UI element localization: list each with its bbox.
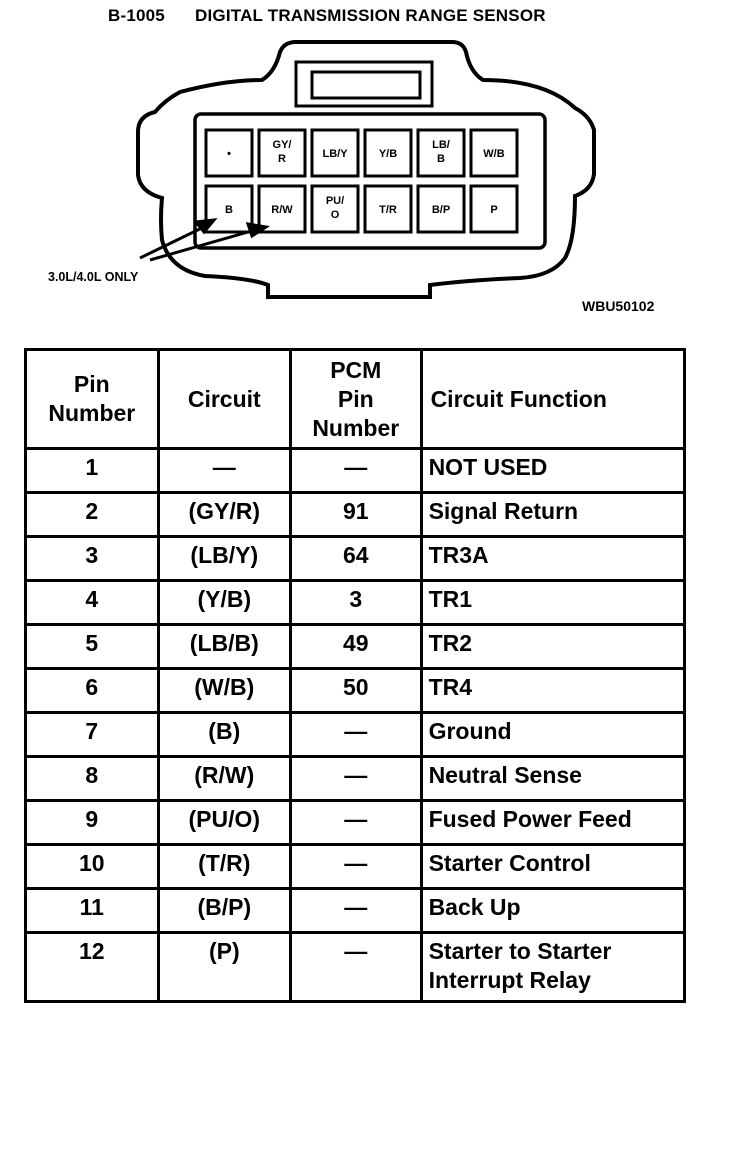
cell-pin: 4 bbox=[26, 581, 159, 625]
cell-function: Starter to Starter Interrupt Relay bbox=[421, 933, 684, 1002]
cell-function: Fused Power Feed bbox=[421, 801, 684, 845]
cell-circuit: (B) bbox=[158, 713, 290, 757]
cell-function: TR3A bbox=[421, 537, 684, 581]
cell-pcm: — bbox=[290, 933, 421, 1002]
cell-circuit: (LB/B) bbox=[158, 625, 290, 669]
connector-pin-label: R/W bbox=[271, 204, 293, 216]
cell-circuit: (R/W) bbox=[158, 757, 290, 801]
cell-pcm: — bbox=[290, 801, 421, 845]
table-row bbox=[26, 493, 685, 537]
cell-pin: 6 bbox=[26, 669, 159, 713]
cell-pcm: 50 bbox=[290, 669, 421, 713]
cell-function: Ground bbox=[421, 713, 684, 757]
table-row bbox=[26, 713, 685, 757]
connector-pin-label: W/B bbox=[483, 148, 505, 160]
table-row bbox=[26, 581, 685, 625]
cell-function: TR2 bbox=[421, 625, 684, 669]
diagram-name: DIGITAL TRANSMISSION RANGE SENSOR bbox=[195, 6, 546, 25]
figure-id: WBU50102 bbox=[582, 298, 655, 314]
cell-pcm: — bbox=[290, 845, 421, 889]
diagram-code: B-1005 bbox=[108, 6, 165, 25]
cell-circuit: — bbox=[158, 449, 290, 493]
cell-pcm: — bbox=[290, 889, 421, 933]
connector-pin-label: PU/ O bbox=[325, 195, 345, 221]
cell-pin: 9 bbox=[26, 801, 159, 845]
connector-pin-label: B bbox=[225, 204, 233, 216]
header-pcm-line1: PCM bbox=[330, 356, 382, 383]
cell-pcm: 64 bbox=[290, 537, 421, 581]
cell-pcm: 49 bbox=[290, 625, 421, 669]
connector-pin-label: GY/ R bbox=[272, 139, 292, 165]
cell-circuit: (PU/O) bbox=[158, 801, 290, 845]
table-row bbox=[26, 889, 685, 933]
connector-pin-label: B/P bbox=[431, 204, 451, 216]
table-header-row bbox=[26, 350, 685, 449]
table-row bbox=[26, 933, 685, 1002]
cell-pin: 8 bbox=[26, 757, 159, 801]
table-row bbox=[26, 845, 685, 889]
cell-circuit: (B/P) bbox=[158, 889, 290, 933]
cell-function: Signal Return bbox=[421, 493, 684, 537]
table-row bbox=[26, 449, 685, 493]
cell-pcm: — bbox=[290, 449, 421, 493]
table-row bbox=[26, 669, 685, 713]
cell-pcm: 91 bbox=[290, 493, 421, 537]
connector-pin-label: LB/Y bbox=[322, 148, 348, 160]
cell-pcm: — bbox=[290, 757, 421, 801]
cell-pin: 2 bbox=[26, 493, 159, 537]
connector-pin-label: LB/ B bbox=[432, 139, 450, 165]
header-pin-line2: Number bbox=[48, 400, 136, 426]
connector-pin-label: T/R bbox=[379, 204, 397, 216]
connector-diagram bbox=[0, 0, 736, 340]
cell-circuit: (LB/Y) bbox=[158, 537, 290, 581]
table-row bbox=[26, 537, 685, 581]
cell-function: Starter Control bbox=[421, 845, 684, 889]
cell-function: Neutral Sense bbox=[421, 757, 684, 801]
cell-function: TR1 bbox=[421, 581, 684, 625]
header-pcm-line3: Number bbox=[312, 414, 400, 441]
cell-pin: 12 bbox=[26, 933, 159, 1002]
connector-latch-inner bbox=[312, 72, 420, 98]
header-pcm-line2: Pin bbox=[337, 385, 374, 412]
cell-function: NOT USED bbox=[421, 449, 684, 493]
table-row bbox=[26, 801, 685, 845]
header-pin-number bbox=[26, 350, 159, 449]
cell-pin: 7 bbox=[26, 713, 159, 757]
engine-note: 3.0L/4.0L ONLY bbox=[48, 270, 139, 284]
cell-pcm: 3 bbox=[290, 581, 421, 625]
header-pin-line1: Pin bbox=[73, 371, 110, 397]
cell-pin: 10 bbox=[26, 845, 159, 889]
pin-table bbox=[24, 348, 686, 1003]
table-row bbox=[26, 757, 685, 801]
header-pcm-pin-number bbox=[290, 350, 421, 449]
cell-circuit: (P) bbox=[158, 933, 290, 1002]
cell-circuit: (Y/B) bbox=[158, 581, 290, 625]
connector-pin-label: P bbox=[490, 204, 498, 216]
table-row bbox=[26, 625, 685, 669]
cell-pin: 11 bbox=[26, 889, 159, 933]
cell-circuit: (GY/R) bbox=[158, 493, 290, 537]
connector-pin-label: • bbox=[227, 148, 231, 160]
header-circuit: Circuit bbox=[158, 350, 290, 449]
cell-pcm: — bbox=[290, 713, 421, 757]
header-circuit-function: Circuit Function bbox=[421, 350, 684, 449]
connector-pin-label: Y/B bbox=[378, 148, 398, 160]
cell-circuit: (T/R) bbox=[158, 845, 290, 889]
cell-pin: 1 bbox=[26, 449, 159, 493]
cell-circuit: (W/B) bbox=[158, 669, 290, 713]
cell-pin: 5 bbox=[26, 625, 159, 669]
cell-function: Back Up bbox=[421, 889, 684, 933]
cell-function: TR4 bbox=[421, 669, 684, 713]
cell-pin: 3 bbox=[26, 537, 159, 581]
